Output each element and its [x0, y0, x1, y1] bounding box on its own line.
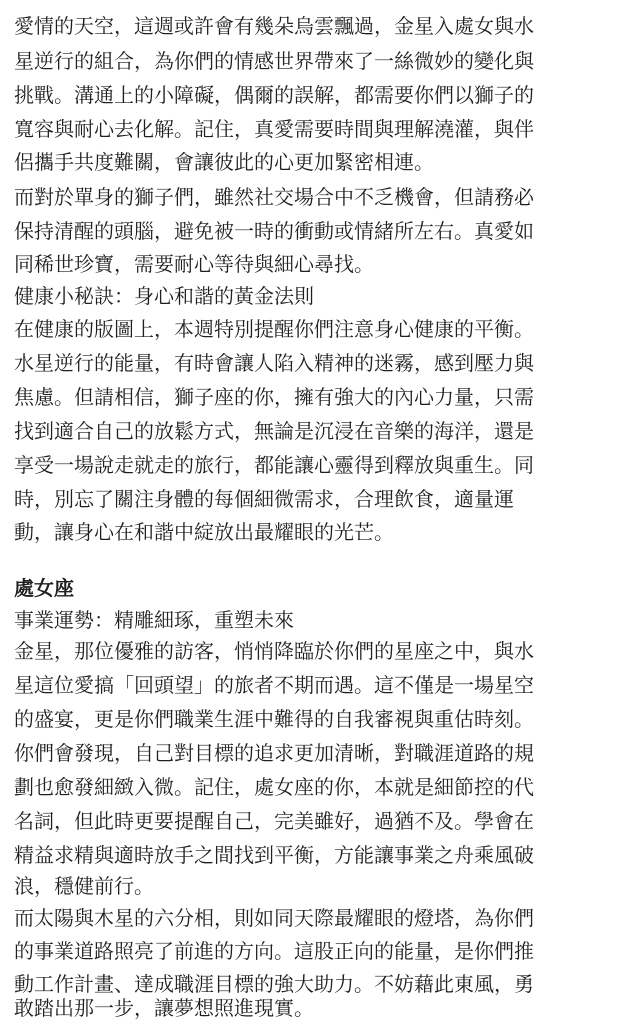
- text-line: 焦慮。但請相信，獅子座的你，擁有強大的內心力量，只需: [14, 385, 534, 409]
- text-line: 星逆行的組合，為你們的情感世界帶來了一絲微妙的變化與: [14, 49, 534, 73]
- text-line: 水星逆行的能量，有時會讓人陷入精神的迷霧，感到壓力與: [14, 351, 534, 375]
- text-line: 劃也愈發細緻入微。記住，處女座的你，本就是細節控的代: [14, 775, 534, 799]
- text-line: 愛情的天空，這週或許會有幾朵烏雲飄過，金星入處女與水: [14, 14, 534, 38]
- text-line: 寬容與耐心去化解。記住，真愛需要時間與理解澆灌，與伴: [14, 117, 534, 141]
- text-line: 時，別忘了關注身體的每個細微需求，合理飲食，適量運: [14, 487, 514, 511]
- text-line: 動，讓身心在和諧中綻放出最耀眼的光芒。: [14, 520, 394, 544]
- text-line: 而對於單身的獅子們，雖然社交場合中不乏機會，但請務必: [14, 185, 534, 209]
- text-line: 而太陽與木星的六分相，則如同天際最耀眼的燈塔，為你們: [14, 906, 534, 930]
- text-line: 享受一場說走就走的旅行，都能讓心靈得到釋放與重生。同: [14, 453, 534, 477]
- text-line: 保持清醒的頭腦，避免被一時的衝動或情緒所左右。真愛如: [14, 219, 534, 243]
- text-line: 動工作計畫、達成職涯目標的強大助力。不妨藉此東風，勇: [14, 972, 534, 996]
- subheading: 事業運勢：精雕細琢，重塑未來: [14, 608, 294, 632]
- subheading: 健康小秘訣：身心和諧的黃金法則: [14, 284, 314, 308]
- text-line: 你們會發現，自己對目標的追求更加清晰，對職涯道路的規: [14, 741, 534, 765]
- text-line: 在健康的版圖上，本週特別提醒你們注意身心健康的平衡。: [14, 317, 534, 341]
- text-line: 侶攜手共度難關，會讓彼此的心更加緊密相連。: [14, 150, 434, 174]
- text-line: 名詞，但此時更要提醒自己，完美雖好，過猶不及。學會在: [14, 809, 534, 833]
- text-line: 精益求精與適時放手之間找到平衡，方能讓事業之舟乘風破: [14, 843, 534, 867]
- text-line: 敢踏出那一步，讓夢想照進現實。: [14, 996, 314, 1020]
- section-heading: 處女座: [14, 576, 74, 600]
- text-line: 星這位愛搞「回頭望」的旅者不期而遇。這不僅是一場星空: [14, 673, 534, 697]
- text-line: 同稀世珍寶，需要耐心等待與細心尋找。: [14, 252, 374, 276]
- text-line: 找到適合自己的放鬆方式，無論是沉浸在音樂的海洋，還是: [14, 419, 534, 443]
- text-line: 的盛宴，更是你們職業生涯中難得的自我審視與重估時刻。: [14, 707, 534, 731]
- text-line: 金星，那位優雅的訪客，悄悄降臨於你們的星座之中，與水: [14, 639, 534, 663]
- text-line: 的事業道路照亮了前進的方向。這股正向的能量，是你們推: [14, 939, 534, 963]
- text-line: 浪，穩健前行。: [14, 874, 154, 898]
- text-line: 挑戰。溝通上的小障礙，偶爾的誤解，都需要你們以獅子的: [14, 83, 534, 107]
